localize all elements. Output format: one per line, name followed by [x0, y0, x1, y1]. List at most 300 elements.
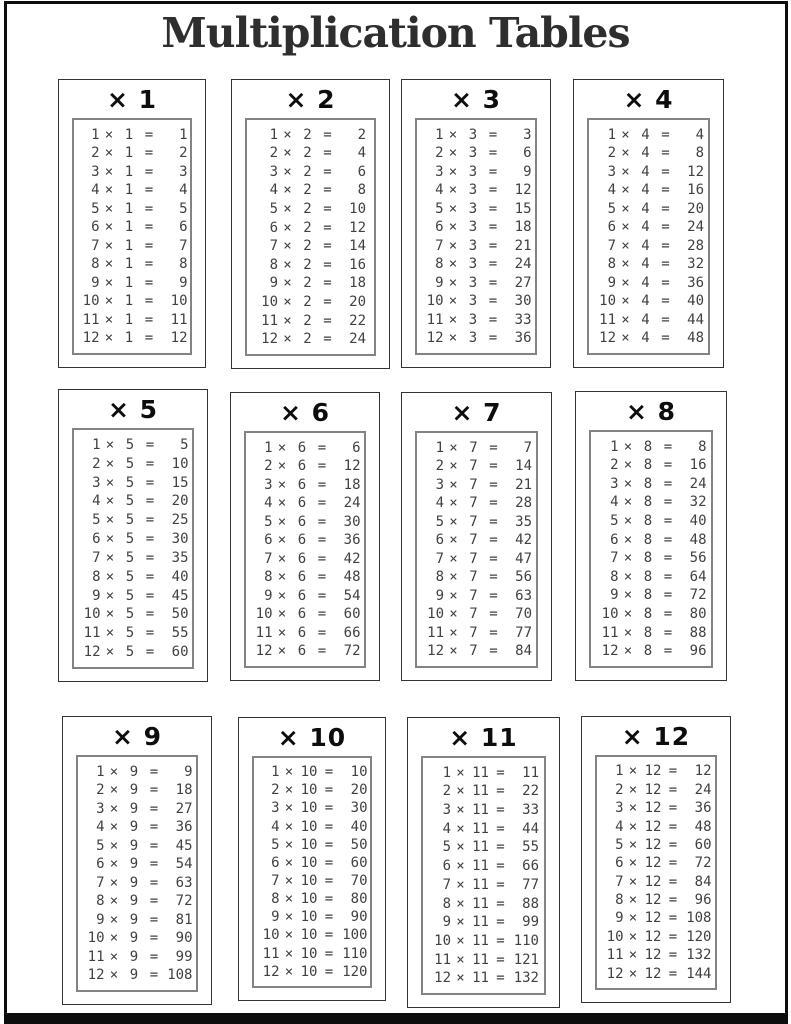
product: 20 — [687, 200, 704, 217]
multiplier: 3 — [468, 311, 478, 328]
multiplier: 12 — [644, 928, 662, 945]
multiplier: 3 — [468, 256, 478, 273]
times-symbol: × — [456, 876, 465, 893]
product: 72 — [343, 643, 361, 660]
equals-symbol: = — [496, 951, 505, 968]
equals-symbol: = — [489, 643, 498, 660]
times-symbol: × — [283, 219, 292, 236]
multiplier: 8 — [643, 475, 653, 492]
multiplier: 5 — [125, 625, 135, 642]
multiplication-table-card — [62, 716, 212, 1005]
table-row — [78, 876, 196, 890]
times-symbol: × — [283, 182, 292, 199]
times-symbol: × — [449, 513, 458, 530]
table-row — [254, 928, 370, 942]
table-row — [589, 294, 708, 308]
product: 9 — [523, 163, 532, 180]
times-symbol: × — [623, 531, 633, 548]
multiplier: 8 — [643, 531, 653, 548]
multiplier: 3 — [468, 163, 478, 180]
table-header: × 4 — [623, 85, 674, 114]
times-symbol: × — [105, 474, 115, 491]
times-symbol: × — [448, 219, 458, 236]
table-rows — [246, 433, 364, 666]
table-row — [74, 589, 192, 603]
product: 110 — [513, 932, 539, 949]
multiplier: 2 — [303, 182, 312, 199]
equals-symbol: = — [663, 587, 673, 604]
table-row — [74, 294, 190, 308]
multiplier: 10 — [300, 945, 318, 962]
multiplier: 9 — [129, 856, 139, 873]
equals-symbol: = — [149, 948, 159, 965]
product: 12 — [349, 219, 366, 236]
equals-symbol: = — [488, 200, 498, 217]
multiplicand: 7 — [442, 876, 451, 893]
table-header: × 7 — [451, 398, 502, 427]
product: 20 — [350, 782, 368, 799]
equals-symbol: = — [317, 569, 327, 586]
multiplicand: 2 — [435, 145, 444, 162]
multiplier: 6 — [297, 569, 307, 586]
multiplier: 5 — [125, 512, 135, 529]
multiplier: 8 — [643, 513, 653, 530]
multiplicand: 6 — [96, 856, 105, 873]
table-row — [74, 128, 190, 142]
multiplicand: 6 — [610, 531, 619, 548]
multiplicand: 10 — [599, 293, 616, 310]
table-row — [254, 783, 370, 797]
multiplicand: 6 — [615, 855, 624, 872]
table-row — [254, 801, 370, 815]
multiplicand: 9 — [610, 587, 619, 604]
product: 33 — [514, 311, 532, 328]
multiplicand: 12 — [262, 963, 280, 980]
times-symbol: × — [284, 836, 294, 853]
table-frame — [245, 118, 376, 356]
times-symbol: × — [105, 455, 115, 472]
product: 21 — [514, 237, 532, 254]
multiplicand: 1 — [607, 126, 616, 143]
table-row — [74, 626, 192, 640]
multiplicand: 6 — [435, 219, 444, 236]
times-symbol: × — [277, 587, 287, 604]
equals-symbol: = — [324, 909, 334, 926]
times-symbol: × — [109, 819, 119, 836]
equals-symbol: = — [323, 219, 332, 236]
table-row — [417, 294, 535, 308]
times-symbol: × — [456, 783, 465, 800]
multiplier: 6 — [297, 532, 307, 549]
table-row — [78, 931, 196, 945]
multiplier: 9 — [129, 893, 139, 910]
multiplier: 5 — [125, 474, 135, 491]
product: 20 — [349, 294, 366, 311]
table-header: × 5 — [107, 395, 159, 424]
multiplier: 6 — [297, 513, 307, 530]
equals-symbol: = — [149, 893, 159, 910]
multiplier: 8 — [643, 494, 653, 511]
multiplier: 2 — [303, 256, 312, 273]
equals-symbol: = — [145, 587, 155, 604]
multiplicand: 10 — [601, 606, 619, 623]
table-row — [423, 915, 544, 929]
table-row — [597, 875, 715, 889]
table-row — [597, 930, 715, 944]
equals-symbol: = — [144, 311, 154, 328]
table-row — [74, 331, 190, 345]
product: 25 — [171, 512, 189, 529]
times-symbol: × — [104, 330, 114, 347]
times-symbol: × — [449, 587, 458, 604]
table-row — [74, 183, 190, 197]
times-symbol: × — [448, 126, 458, 143]
table-row — [591, 570, 711, 584]
multiplicand: 4 — [435, 182, 444, 199]
table-row — [74, 476, 192, 490]
times-symbol: × — [105, 493, 115, 510]
times-symbol: × — [104, 145, 114, 162]
equals-symbol: = — [324, 963, 334, 980]
multiplier: 7 — [469, 550, 478, 567]
times-symbol: × — [109, 948, 119, 965]
product: 90 — [350, 909, 368, 926]
multiplicand: 10 — [427, 606, 444, 623]
times-symbol: × — [277, 624, 287, 641]
times-symbol: × — [623, 457, 633, 474]
multiplication-table-card — [573, 79, 724, 368]
table-row — [417, 570, 536, 584]
table-row — [254, 874, 370, 888]
table-row — [589, 202, 708, 216]
multiplier: 5 — [125, 493, 135, 510]
multiplier: 7 — [469, 624, 478, 641]
multiplicand: 10 — [261, 294, 278, 311]
table-row — [591, 458, 711, 472]
product: 30 — [171, 531, 189, 548]
times-symbol: × — [284, 909, 294, 926]
multiplier: 1 — [124, 330, 134, 347]
multiplicand: 11 — [87, 948, 105, 965]
equals-symbol: = — [488, 219, 498, 236]
page-title: Multiplication Tables — [161, 9, 630, 57]
multiplicand: 7 — [92, 549, 101, 566]
multiplier: 5 — [125, 568, 135, 585]
multiplicand: 11 — [262, 945, 280, 962]
multiplier: 1 — [124, 163, 134, 180]
multiplier: 10 — [300, 800, 318, 817]
multiplicand: 1 — [615, 763, 624, 780]
multiplier: 3 — [468, 219, 478, 236]
equals-symbol: = — [145, 512, 155, 529]
times-symbol: × — [105, 644, 115, 661]
table-row — [597, 856, 715, 870]
table-header: × 12 — [621, 722, 691, 751]
table-row — [246, 441, 364, 455]
times-symbol: × — [284, 800, 294, 817]
product: 60 — [694, 836, 712, 853]
product: 30 — [514, 293, 532, 310]
times-symbol: × — [449, 532, 458, 549]
equals-symbol: = — [663, 568, 673, 585]
table-row — [591, 588, 711, 602]
times-symbol: × — [277, 569, 287, 586]
multiplicand: 4 — [271, 818, 280, 835]
product: 10 — [170, 293, 188, 310]
multiplicand: 2 — [442, 783, 451, 800]
multiplication-table-card — [238, 717, 386, 1001]
multiplier: 2 — [303, 126, 312, 143]
multiplicand: 11 — [599, 311, 616, 328]
multiplier: 7 — [469, 513, 478, 530]
equals-symbol: = — [663, 624, 673, 641]
product: 36 — [694, 800, 712, 817]
equals-symbol: = — [663, 513, 673, 530]
product: 96 — [694, 892, 712, 908]
equals-symbol: = — [496, 858, 505, 875]
multiplier: 7 — [469, 643, 478, 660]
table-header: × 2 — [285, 85, 336, 114]
equals-symbol: = — [668, 836, 678, 853]
product: 12 — [694, 763, 712, 780]
table-row — [254, 820, 370, 834]
product: 99 — [522, 914, 539, 931]
multiplicand: 3 — [96, 800, 105, 817]
product: 48 — [694, 818, 712, 835]
table-row — [417, 257, 535, 271]
times-symbol: × — [628, 947, 638, 964]
equals-symbol: = — [489, 550, 498, 567]
product: 84 — [515, 643, 532, 660]
times-symbol: × — [621, 237, 630, 254]
equals-symbol: = — [145, 531, 155, 548]
table-row — [74, 438, 192, 452]
times-symbol: × — [449, 624, 458, 641]
multiplier: 3 — [468, 200, 478, 217]
multiplicand: 4 — [96, 819, 105, 836]
table-header: × 10 — [277, 723, 347, 752]
product: 60 — [343, 606, 361, 623]
equals-symbol: = — [323, 201, 332, 218]
product: 33 — [522, 802, 539, 819]
table-row — [254, 892, 370, 906]
product: 56 — [515, 569, 532, 586]
multiplicand: 8 — [435, 569, 444, 586]
product: 21 — [515, 476, 532, 493]
times-symbol: × — [628, 763, 638, 780]
equals-symbol: = — [488, 330, 498, 347]
equals-symbol: = — [149, 819, 159, 836]
multiplier: 11 — [472, 802, 489, 819]
multiplier: 12 — [644, 800, 662, 817]
multiplicand: 8 — [264, 569, 273, 586]
times-symbol: × — [277, 606, 287, 623]
equals-symbol: = — [661, 293, 670, 310]
multiplicand: 12 — [434, 970, 451, 987]
multiplier: 12 — [644, 836, 662, 853]
times-symbol: × — [628, 910, 638, 927]
times-symbol: × — [449, 643, 458, 660]
times-symbol: × — [448, 182, 458, 199]
equals-symbol: = — [496, 839, 505, 856]
product: 24 — [689, 475, 707, 492]
multiplier: 11 — [472, 820, 489, 837]
multiplicand: 2 — [269, 145, 278, 162]
table-row — [74, 513, 192, 527]
times-symbol: × — [621, 330, 630, 347]
multiplier: 1 — [124, 200, 134, 217]
table-header: × 6 — [279, 398, 331, 427]
multiplier: 8 — [643, 568, 653, 585]
times-symbol: × — [283, 312, 292, 329]
multiplier: 12 — [644, 947, 662, 964]
times-symbol: × — [283, 331, 292, 348]
times-symbol: × — [284, 963, 294, 980]
table-row — [78, 783, 196, 797]
multiplicand: 8 — [271, 891, 280, 908]
multiplicand: 10 — [87, 930, 105, 947]
table-rows — [417, 433, 536, 666]
times-symbol: × — [449, 495, 458, 512]
times-symbol: × — [621, 311, 630, 328]
multiplicand: 11 — [606, 947, 624, 964]
equals-symbol: = — [663, 606, 673, 623]
equals-symbol: = — [323, 163, 332, 180]
equals-symbol: = — [496, 914, 505, 931]
times-symbol: × — [283, 145, 292, 162]
multiplier: 2 — [303, 294, 312, 311]
table-row — [74, 165, 190, 179]
multiplicand: 9 — [435, 587, 444, 604]
equals-symbol: = — [144, 200, 154, 217]
table-rows — [417, 120, 535, 353]
multiplicand: 12 — [427, 643, 444, 660]
multiplicand: 12 — [261, 331, 278, 348]
product: 132 — [513, 970, 539, 987]
multiplicand: 1 — [91, 126, 100, 143]
table-row — [254, 856, 370, 870]
product: 32 — [687, 256, 704, 273]
equals-symbol: = — [317, 476, 327, 493]
product: 36 — [514, 330, 532, 347]
multiplier: 4 — [641, 274, 650, 291]
product: 2 — [179, 145, 188, 162]
times-symbol: × — [448, 237, 458, 254]
multiplier: 12 — [644, 910, 662, 927]
table-row — [423, 784, 544, 798]
table-row — [247, 295, 374, 309]
multiplicand: 9 — [607, 274, 616, 291]
times-symbol: × — [628, 800, 638, 817]
multiplier: 4 — [641, 311, 650, 328]
multiplicand: 12 — [599, 330, 616, 347]
table-row — [78, 913, 196, 927]
multiplier: 12 — [644, 781, 662, 798]
multiplicand: 8 — [91, 256, 100, 273]
multiplicand: 8 — [607, 256, 616, 273]
product: 15 — [514, 200, 532, 217]
multiplier: 6 — [297, 495, 307, 512]
product: 20 — [171, 493, 189, 510]
equals-symbol: = — [489, 513, 498, 530]
times-symbol: × — [448, 200, 458, 217]
table-frame — [421, 756, 546, 995]
table-row — [423, 953, 544, 967]
equals-symbol: = — [324, 872, 334, 889]
multiplicand: 9 — [91, 274, 100, 291]
table-row — [591, 477, 711, 491]
table-row — [246, 589, 364, 603]
table-row — [589, 331, 708, 345]
equals-symbol: = — [149, 856, 159, 873]
equals-symbol: = — [668, 910, 678, 927]
multiplier: 10 — [300, 891, 318, 908]
multiplicand: 11 — [255, 624, 273, 641]
equals-symbol: = — [661, 330, 670, 347]
times-symbol: × — [283, 275, 292, 292]
multiplicand: 1 — [271, 764, 280, 781]
equals-symbol: = — [324, 945, 334, 962]
multiplicand: 3 — [615, 800, 624, 817]
times-symbol: × — [109, 874, 119, 891]
times-symbol: × — [623, 513, 633, 530]
multiplier: 2 — [303, 331, 312, 348]
multiplicand: 11 — [82, 311, 100, 328]
table-row — [247, 276, 374, 290]
table-row — [254, 838, 370, 852]
table-row — [246, 607, 364, 621]
product: 80 — [350, 891, 368, 908]
product: 9 — [179, 274, 188, 291]
product: 11 — [170, 311, 188, 328]
multiplier: 8 — [643, 624, 653, 641]
product: 4 — [179, 182, 188, 199]
product: 12 — [514, 182, 532, 199]
multiplicand: 7 — [435, 550, 444, 567]
equals-symbol: = — [668, 781, 678, 798]
equals-symbol: = — [144, 145, 154, 162]
table-row — [74, 257, 190, 271]
product: 42 — [515, 532, 532, 549]
multiplier: 4 — [641, 293, 650, 310]
equals-symbol: = — [661, 274, 670, 291]
table-row — [247, 314, 374, 328]
multiplier: 12 — [644, 763, 662, 780]
table-row — [247, 221, 374, 235]
times-symbol: × — [623, 587, 633, 604]
equals-symbol: = — [488, 293, 498, 310]
times-symbol: × — [284, 945, 294, 962]
table-row — [78, 802, 196, 816]
product: 28 — [515, 495, 532, 512]
product: 27 — [175, 800, 193, 817]
multiplier: 10 — [300, 818, 318, 835]
times-symbol: × — [623, 475, 633, 492]
multiplicand: 5 — [271, 836, 280, 853]
table-row — [417, 533, 536, 547]
product: 5 — [179, 200, 188, 217]
times-symbol: × — [621, 163, 630, 180]
product: 77 — [515, 624, 532, 641]
times-symbol: × — [621, 219, 630, 236]
multiplier: 4 — [641, 219, 650, 236]
equals-symbol: = — [488, 145, 498, 162]
table-row — [597, 801, 715, 815]
times-symbol: × — [449, 550, 458, 567]
times-symbol: × — [104, 219, 114, 236]
equals-symbol: = — [489, 439, 498, 456]
equals-symbol: = — [149, 911, 159, 928]
